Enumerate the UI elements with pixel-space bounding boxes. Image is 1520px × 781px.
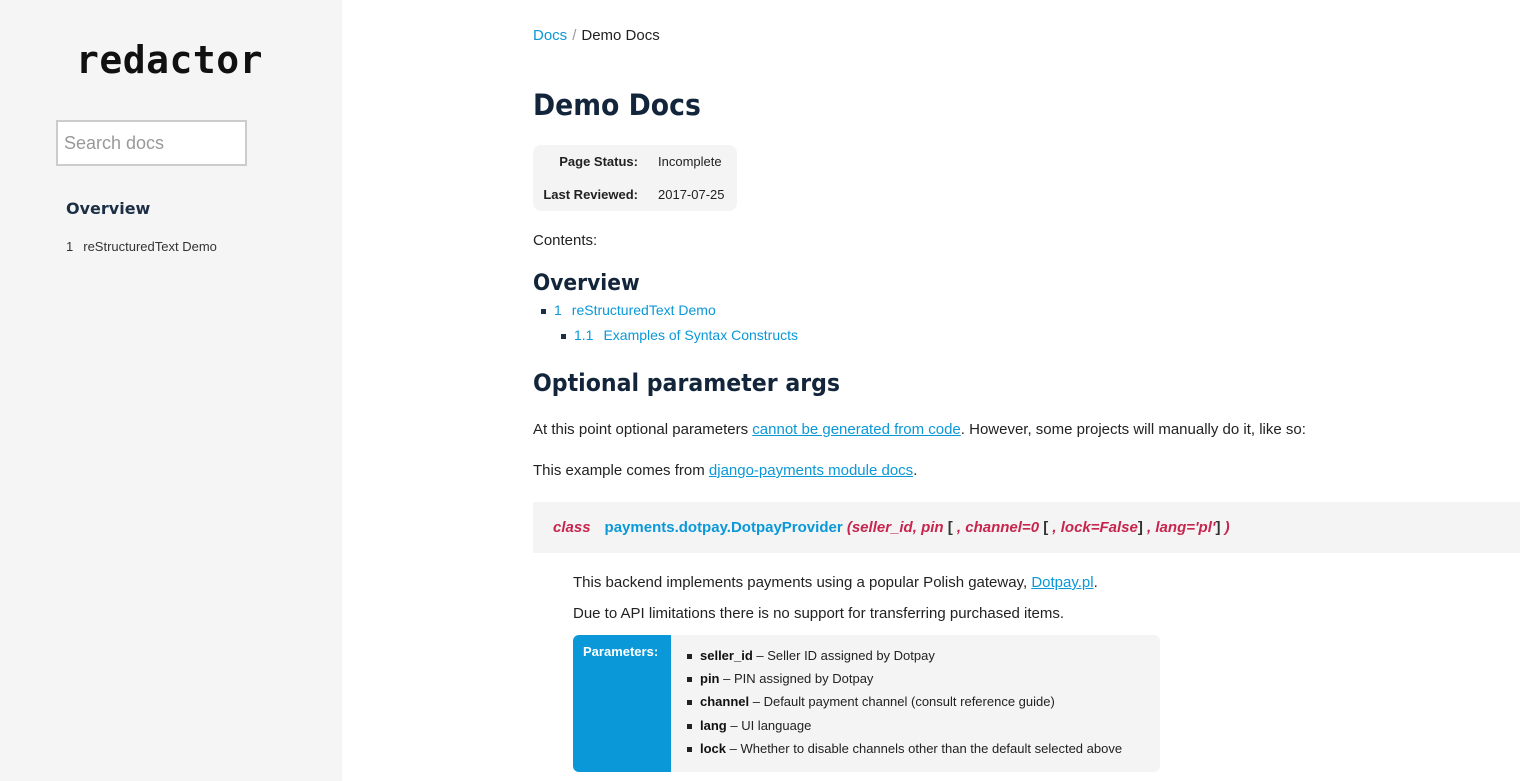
logo[interactable]: redactor — [76, 38, 264, 82]
signature-comma: , — [912, 519, 922, 536]
param-lang: lang='pl' — [1155, 519, 1216, 536]
bullet-icon — [561, 334, 566, 339]
signature-name: payments.dotpay.DotpayProvider — [604, 519, 843, 536]
signature-keyword: class — [553, 519, 591, 536]
signature-bracket: ] — [1137, 519, 1143, 536]
signature-bracket: ] — [1215, 519, 1221, 536]
parameter-name: lock — [700, 740, 727, 756]
param-pin: pin — [921, 519, 944, 536]
toc-item — [541, 302, 716, 318]
bullet-icon — [687, 724, 692, 729]
text: At this point optional parameters — [533, 421, 753, 438]
parameter-desc: – Seller ID assigned by Dotpay — [752, 648, 935, 663]
breadcrumb — [533, 27, 660, 44]
sidebar-item-restructuredtext-demo[interactable] — [66, 239, 217, 254]
parameters-box — [573, 635, 1160, 772]
parameters-label-cell — [573, 635, 671, 772]
toc-number: 1.1 — [574, 327, 594, 343]
param-seller-id: seller_id — [851, 519, 913, 536]
parameter-name: pin — [700, 671, 720, 687]
text: This backend implements payments using a popular Polish gateway, — [573, 574, 1032, 591]
text: This example comes from — [533, 462, 709, 479]
class-limitation: Due to API limitations there is no support for transferring purchased items. — [573, 605, 1065, 622]
parameter-item — [687, 694, 1122, 717]
parameter-desc: – PIN assigned by Dotpay — [719, 671, 874, 687]
class-signature — [533, 502, 1520, 553]
bullet-icon — [687, 677, 692, 682]
cannot-be-generated-link[interactable]: cannot be generated from code — [752, 421, 961, 438]
signature-paren: ( — [846, 519, 852, 536]
page-title: Demo Docs — [533, 88, 701, 122]
text: . — [1093, 574, 1098, 591]
bullet-icon — [687, 747, 692, 752]
text: . — [913, 462, 918, 479]
sidebar-title: Overview — [66, 199, 151, 218]
optional-params-heading: Optional parameter args — [533, 369, 841, 397]
signature-comma: , — [952, 519, 966, 536]
django-payments-link[interactable]: django-payments module docs — [708, 462, 914, 479]
meta-value: Incomplete — [658, 154, 722, 169]
parameters-label: Parameters: — [583, 644, 659, 659]
param-lock: lock=False — [1060, 519, 1138, 536]
sidebar-item-number: 1 — [66, 239, 74, 254]
parameter-desc: – Default payment channel (consult reference guide) — [749, 694, 1055, 710]
meta-value: 2017-07-25 — [658, 187, 725, 202]
dotpay-link[interactable]: Dotpay.pl — [1031, 574, 1094, 591]
meta-key: Page Status: — [559, 154, 638, 169]
contents-label: Contents: — [533, 232, 598, 249]
main-content — [533, 0, 1520, 781]
parameter-item — [687, 648, 1122, 671]
parameter-name: seller_id — [700, 648, 753, 663]
signature-comma: , — [1048, 519, 1061, 536]
breadcrumb-docs-link[interactable]: Docs — [533, 27, 568, 44]
search-input[interactable] — [56, 120, 247, 166]
paragraph — [533, 421, 1306, 438]
parameters-list — [687, 648, 1122, 764]
text: . However, some projects will manually do it, like so: — [960, 421, 1306, 438]
toc-number: 1 — [554, 302, 562, 318]
parameter-desc: – UI language — [726, 717, 812, 733]
bullet-icon — [687, 654, 692, 659]
toc-link-restructuredtext-demo[interactable] — [554, 302, 716, 318]
breadcrumb-separator: / — [572, 27, 577, 44]
parameter-item — [687, 671, 1122, 694]
signature-comma: , — [1142, 519, 1156, 536]
bullet-icon — [541, 309, 546, 314]
param-channel: channel=0 — [965, 519, 1040, 536]
parameter-name: lang — [700, 717, 727, 733]
overview-heading: Overview — [533, 271, 640, 296]
paragraph — [533, 462, 917, 479]
toc-label: Examples of Syntax Constructs — [603, 327, 798, 343]
signature-bracket: [ — [1039, 519, 1049, 536]
sidebar-item-label: reStructuredText Demo — [83, 239, 217, 254]
toc-link-examples[interactable] — [574, 327, 798, 343]
toc-item — [561, 327, 798, 343]
page-meta-box — [533, 145, 737, 211]
signature-bracket: [ — [943, 519, 953, 536]
parameter-item — [687, 718, 1122, 741]
sidebar — [0, 0, 342, 781]
parameter-desc: – Whether to disable channels other than the default selected above — [726, 740, 1123, 756]
breadcrumb-current: Demo Docs — [581, 27, 660, 44]
class-description — [573, 574, 1098, 591]
meta-key: Last Reviewed: — [543, 187, 638, 202]
toc-label: reStructuredText Demo — [571, 302, 716, 318]
parameter-name: channel — [700, 694, 750, 710]
signature-paren: ) — [1220, 519, 1230, 536]
parameter-item — [687, 741, 1122, 764]
bullet-icon — [687, 700, 692, 705]
